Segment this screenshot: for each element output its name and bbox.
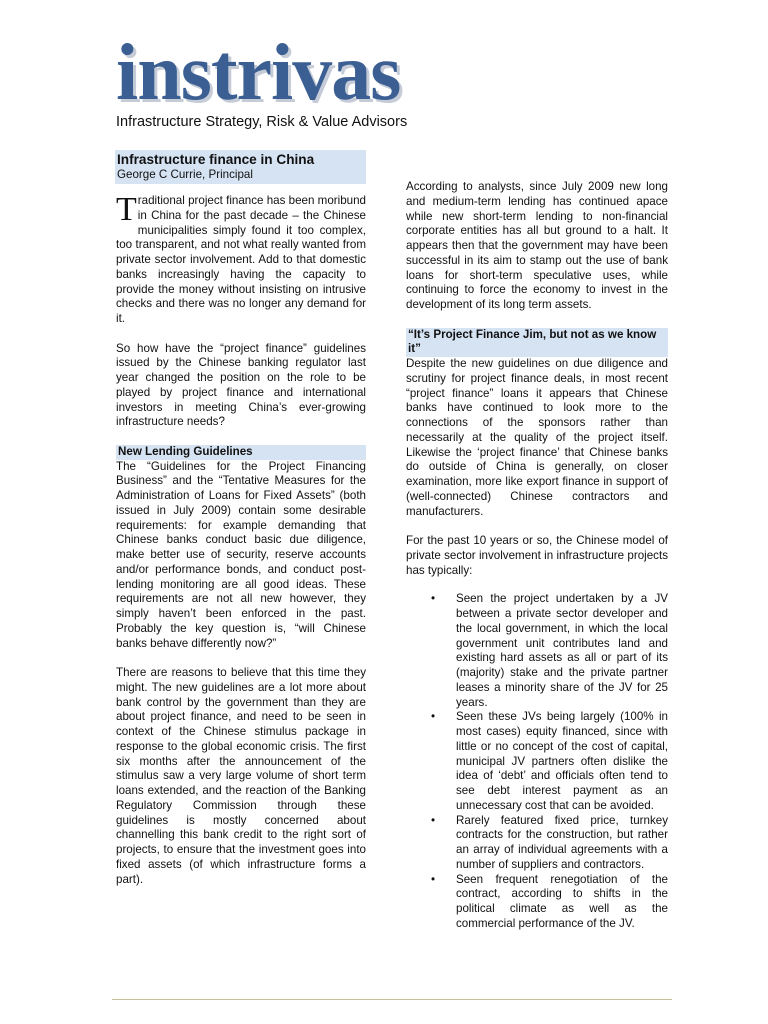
intro-paragraph: Traditional project finance has been moribund in China for the past decade – the Chinese municipalities simply found it too complex, too transparent, and not what really wanted from private sector involvement. Add to that domestic banks increasingly having the capacity to provide the money without insisting on intrusive checks and there was no longer any demand for it. <box>116 191 366 325</box>
article-header <box>115 150 366 184</box>
article-author: George C Currie, Principal <box>117 168 253 181</box>
bullet-list <box>406 592 668 931</box>
bullet-icon: • <box>431 872 436 886</box>
left-column <box>116 150 366 902</box>
instrivas-logo: instrivas <box>116 29 401 117</box>
paragraph: According to analysts, since July 2009 new long and medium-term lending has continued apace while new short-term lending to non-financial corporate entities has all but ground to a halt. It appears then that the government may have been successful in its aim to stamp out the use of bank loans for short-term speculative uses, while continuing to force the economy to invest in the development of its long term assets. <box>406 180 668 311</box>
company-tagline: Infrastructure Strategy, Risk & Value Advisors <box>116 114 408 130</box>
list-item: • Seen frequent renegotiation of the contract, according to shifts in the political climate as well as the commercial performance of the JV. <box>431 872 668 930</box>
list-item: • Seen the project undertaken by a JV between a private sector developer and the local government, in which the local government unit contributes land and existing hard assets as all or part of its (majority) stake and the private partner leases a minority share of the JV for 25 years. <box>431 592 668 709</box>
section-heading-new-lending: New Lending Guidelines <box>116 445 366 460</box>
bullet-icon: • <box>431 813 436 827</box>
right-column <box>406 180 668 932</box>
paragraph: For the past 10 years or so, the Chinese model of private sector involvement in infrastructure projects has typically: <box>406 534 668 577</box>
paragraph: The “Guidelines for the Project Financing Business” and the “Tentative Measures for the Administration of Loans for Fixed Assets” (both issued in July 2009) contain some desirable requirements: for example demanding that Chinese banks conduct basic due diligence, make better use of security, reserve accounts and/or performance bonds, and conduct post-lending monitoring are all good ideas. These requirements are not all new however, they simply haven’t been enforced in the past. Probably the key question is, “will Chinese banks behave differently now?” <box>116 459 366 650</box>
section-heading-project-finance-jim: “It’s Project Finance Jim, but not as we know it” <box>406 328 668 358</box>
footer-divider <box>112 999 672 1000</box>
list-item: • Seen these JVs being largely (100% in most cases) equity financed, since with little or no concept of the cost of capital, municipal JV partners often dislike the idea of ‘debt’ and officials often tend to see debt interest payment as an unnecessary cost that can be avoided. <box>431 710 668 812</box>
paragraph: There are reasons to believe that this time they might. The new guidelines are a lot more about bank control by the government than they are about project finance, and need to be seen in context of the Chinese stimulus package in response to the global economic crisis. The first six months after the announcement of the stimulus saw a very large volume of short term loans extended, and the reaction of the Banking Regulatory Commission through these guidelines is mostly concerned about channelling this bank credit to the right sort of projects, to ensure that the investment goes into fixed assets (of which infrastructure forms a part). <box>116 666 366 886</box>
paragraph: Despite the new guidelines on due diligence and scrutiny for project finance deals, in most recent “project finance” loans it appears that Chinese banks have continued to look more to the connections of the sponsors rather than necessarily at the quality of the project itself. Likewise the ‘project finance’ that Chinese banks do outside of China is generally, on closer examination, more like export finance in support of (well-connected) Chinese contractors and manufacturers. <box>406 357 668 518</box>
paragraph: So how have the “project finance” guidelines issued by the Chinese banking regulator last year changed the position on the role to be played by project finance and international investors in meeting China’s ever-growing infrastructure needs? <box>116 341 366 429</box>
list-item: • Rarely featured fixed price, turnkey contracts for the construction, but rather an array of individual agreements with a number of suppliers and contractors. <box>431 813 668 871</box>
drop-cap: T <box>116 191 137 228</box>
bullet-icon: • <box>431 710 436 724</box>
bullet-icon: • <box>431 592 436 606</box>
article-title: Infrastructure finance in China <box>117 152 315 167</box>
